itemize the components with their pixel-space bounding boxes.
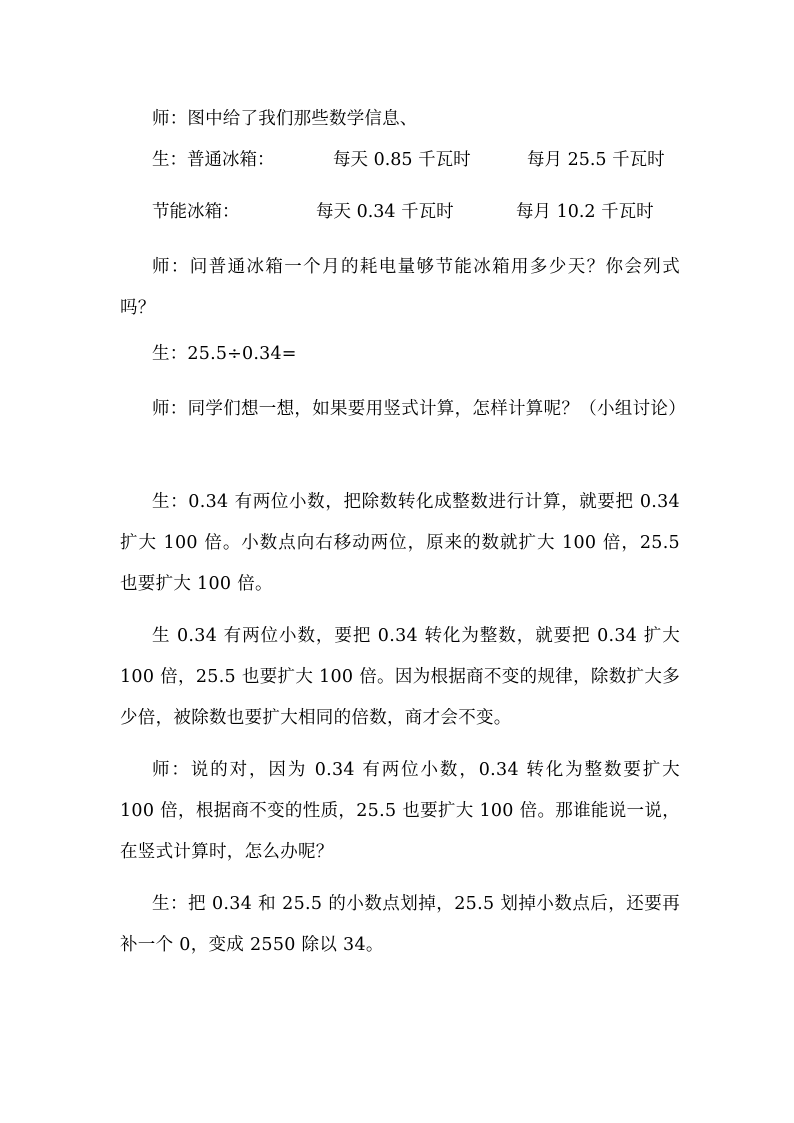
teacher-discussion-paragraph: 师：同学们想一想，如果要用竖式计算，怎样计算呢？（小组讨论）	[152, 399, 686, 419]
saving-fridge-monthly: 每月 10.2 千瓦时	[516, 202, 654, 222]
teacher-summary-paragraph: 师：说的对，因为 0.34 有两位小数，0.34 转化为整数要扩大 100 倍，根据商不变的性质，25.5 也要扩大 100 倍。那谁能说一说，在竖式计算时，怎么办呢？	[120, 760, 680, 862]
regular-fridge-label: 生：普通冰箱：	[152, 150, 275, 170]
teacher-question-paragraph: 师：问普通冰箱一个月的耗电量够节能冰箱用多少天？你会列式吗？	[120, 257, 680, 318]
saving-fridge-daily: 每天 0.34 千瓦时	[316, 202, 454, 222]
regular-fridge-daily: 每天 0.85 千瓦时	[333, 150, 471, 170]
saving-fridge-label: 节能冰箱：	[152, 202, 240, 222]
teacher-line-1: 师：图中给了我们那些数学信息、	[152, 109, 418, 129]
student-answer-paragraph-1: 生：0.34 有两位小数，把除数转化成整数进行计算，就要把 0.34 扩大 100 倍。小数点向右移动两位，原来的数就扩大 100 倍，25.5 也要扩大 100 倍。	[120, 492, 680, 594]
student-equation-line: 生：25.5÷0.34=	[152, 344, 297, 364]
student-conclusion-paragraph: 生：把 0.34 和 25.5 的小数点划掉，25.5 划掉小数点后，还要再补一个 0，变成 2550 除以 34。	[120, 894, 680, 955]
regular-fridge-monthly: 每月 25.5 千瓦时	[527, 150, 665, 170]
student-answer-paragraph-2: 生 0.34 有两位小数，要把 0.34 转化为整数，就要把 0.34 扩大 100 倍，25.5 也要扩大 100 倍。因为根据商不变的规律，除数扩大多少倍，被除数也要扩大相同的倍数，商才会不变。	[120, 626, 680, 728]
